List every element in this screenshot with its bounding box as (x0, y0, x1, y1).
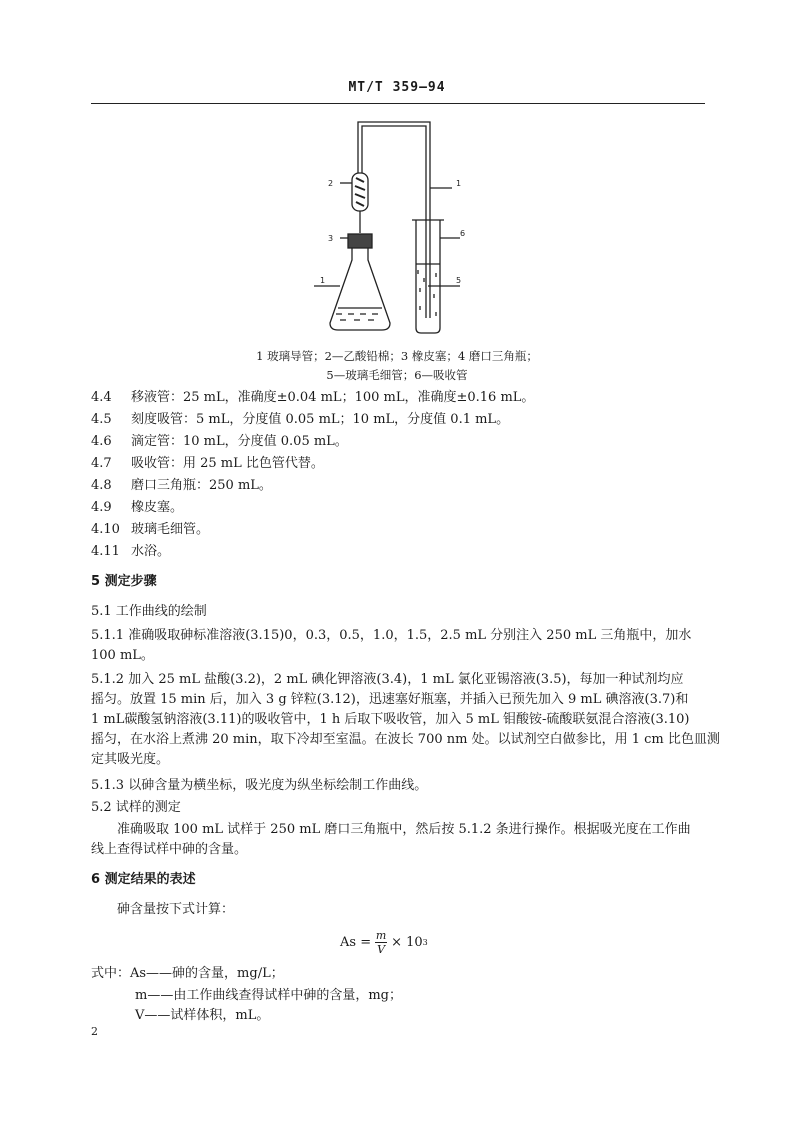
paragraph-5-1-2-line3: 1 mL碳酸氢钠溶液(3.11)的吸收管中，1 h 后取下吸收管，加入 5 mL 钼酸铵-硫酸联氨混合溶液(3.10) (91, 712, 690, 727)
formula-intro: 砷含量按下式计算： (117, 902, 235, 917)
paragraph-5-1-2-line1: 5.1.2 加入 25 mL 盐酸(3.2)，2 mL 碘化钾溶液(3.4)，1 mL 氯化亚锡溶液(3.5)，每加一种试剂均应 (91, 672, 684, 687)
formula-denominator: V (377, 943, 386, 956)
formula-numerator: m (375, 929, 387, 942)
paragraph-5-1-3: 5.1.3 以砷含量为横坐标，吸光度为纵坐标绘制工作曲线。 (91, 778, 428, 793)
list-item: 4.7 吸收管：用 25 mL 比色管代替。 (91, 456, 324, 471)
paragraph-5-1-1-line2: 100 mL。 (91, 648, 154, 663)
figure-caption-line2: 5—玻璃毛细管；6—吸收管 (326, 368, 468, 382)
formula-def-m: m——由工作曲线查得试样中砷的含量，mg； (135, 988, 402, 1003)
paragraph-5-2-line2: 线上查得试样中砷的含量。 (91, 842, 248, 857)
formula-where: 式中：As——砷的含量，mg/L； (91, 966, 284, 981)
paragraph-5-1-2-line5: 定其吸光度。 (91, 752, 170, 767)
section-6-heading: 6 测定结果的表述 (91, 872, 196, 887)
apparatus-figure (300, 118, 500, 343)
paragraph-5-2-line1: 准确吸取 100 mL 试样于 250 mL 磨口三角瓶中，然后按 5.1.2 条进行操作。根据吸光度在工作曲 (117, 822, 691, 837)
fig-label-6: 6 (460, 229, 466, 238)
list-item: 4.5 刻度吸管：5 mL，分度值 0.05 mL；10 mL，分度值 0.1 mL。 (91, 412, 510, 427)
list-item: 4.11 水浴。 (91, 544, 171, 559)
rubber-stopper (348, 234, 372, 248)
section-5-heading: 5 测定步骤 (91, 574, 157, 589)
fig-label-3: 3 (328, 234, 334, 243)
paragraph-5-1-2-line2: 摇匀。放置 15 min 后，加入 3 g 锌粒(3.12)，迅速塞好瓶塞，并插入已预先加入 9 mL 碘溶液(3.7)和 (91, 692, 689, 707)
list-item: 4.6 滴定管：10 mL，分度值 0.05 mL。 (91, 434, 348, 449)
fig-label-5: 5 (456, 276, 462, 285)
header-rule (91, 103, 705, 104)
page-header: MT/T 359—94 (348, 80, 446, 95)
formula-def-v: V——试样体积，mL。 (135, 1008, 270, 1023)
fig-label-1: 1 (456, 179, 462, 188)
fig-label-1b: 1 (320, 276, 326, 285)
page-number: 2 (91, 1025, 98, 1038)
section-5-1: 5.1 工作曲线的绘制 (91, 604, 207, 619)
paragraph-5-1-1-line1: 5.1.1 准确吸取砷标准溶液(3.15)0，0.3，0.5，1.0，1.5，2.5 mL 分别注入 250 mL 三角瓶中，加水 (91, 628, 692, 643)
list-item: 4.8 磨口三角瓶：250 mL。 (91, 478, 272, 493)
list-item: 4.9 橡皮塞。 (91, 500, 184, 515)
fig-label-2: 2 (328, 179, 334, 188)
list-item: 4.10 玻璃毛细管。 (91, 522, 210, 537)
lead-acetate-cotton-tube (352, 173, 368, 211)
arsenic-formula: As = $\frac{m}{V}$ × 10 3 (340, 929, 428, 956)
figure-caption-line1: 1 玻璃导管；2—乙酸铅棉；3 橡皮塞；4 磨口三角瓶； (256, 349, 538, 363)
section-5-2: 5.2 试样的测定 (91, 800, 181, 815)
paragraph-5-1-2-line4: 摇匀，在水浴上煮沸 20 min，取下冷却至室温。在波长 700 nm 处。以试剂空白做参比，用 1 cm 比色皿测 (91, 732, 720, 747)
list-item: 4.4 移液管：25 mL，准确度±0.04 mL；100 mL，准确度±0.16 mL。 (91, 390, 535, 405)
conical-flask (330, 248, 390, 330)
